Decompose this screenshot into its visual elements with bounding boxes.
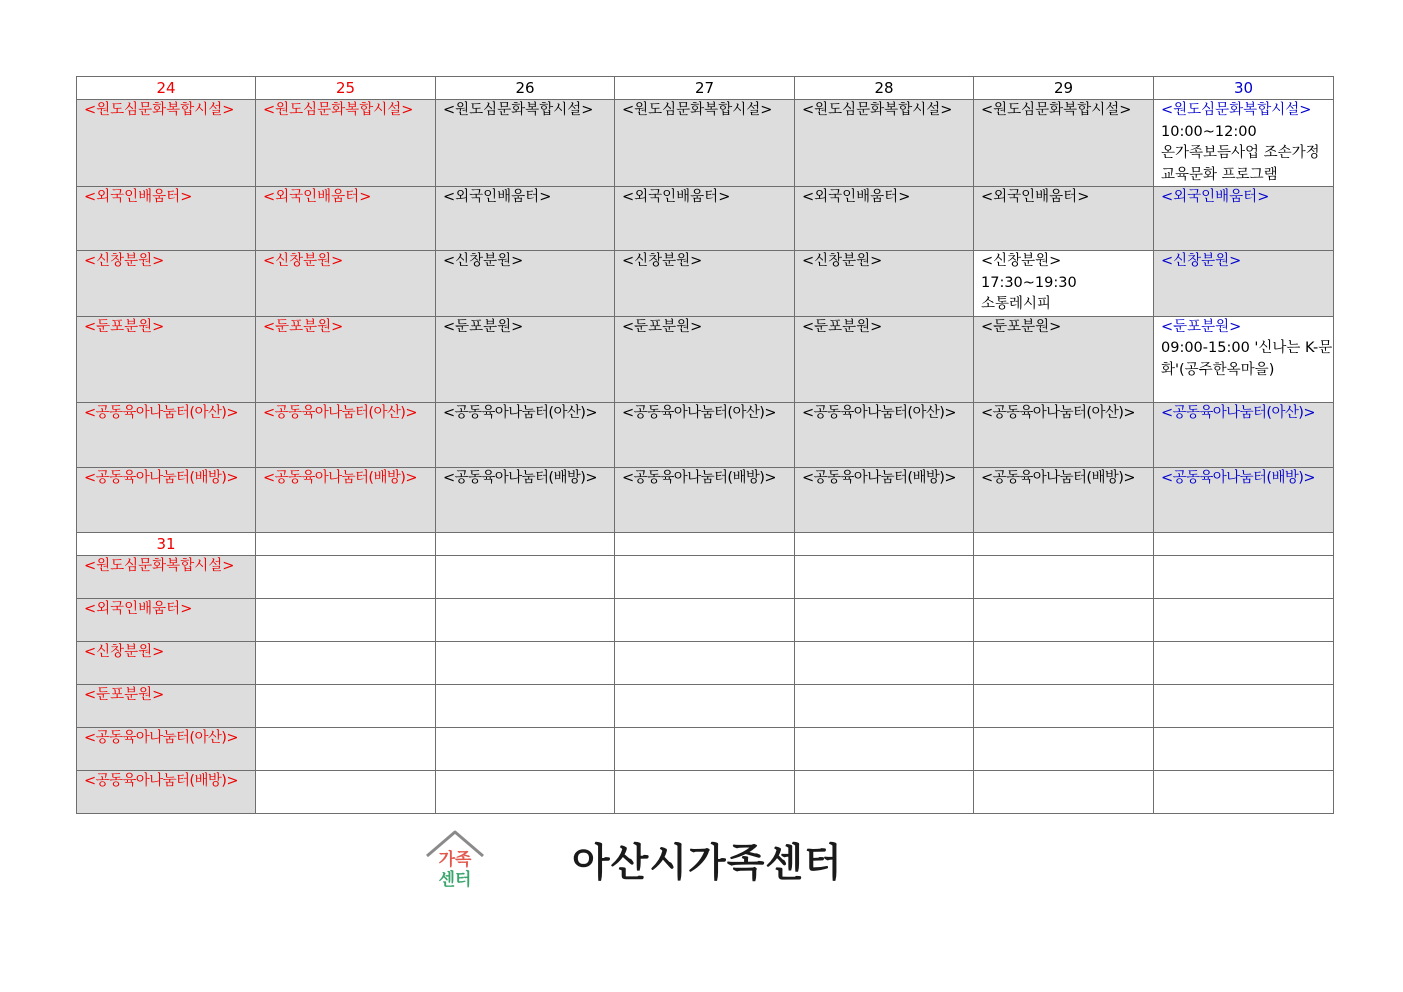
schedule-row-foreigner [77, 187, 1334, 251]
schedule-row-foreigner [77, 598, 1334, 641]
facility-label: <원도심문화복합시설> [802, 102, 953, 118]
schedule-cell [615, 251, 795, 317]
schedule-cell [436, 100, 615, 187]
facility-label: <외국인배움터> [802, 189, 911, 205]
schedule-cell [256, 100, 436, 187]
facility-label: <외국인배움터> [443, 189, 552, 205]
empty-cell [615, 684, 795, 727]
facility-label: <원도심문화복합시설> [1161, 102, 1312, 118]
empty-cell [1154, 684, 1334, 727]
schedule-row-childcare-asan [77, 727, 1334, 770]
facility-label: <공동육아나눔터(아산)> [84, 729, 238, 746]
schedule-cell [256, 467, 436, 532]
schedule-cell [974, 251, 1154, 317]
schedule-cell [615, 187, 795, 251]
empty-cell [256, 555, 436, 598]
empty-cell [436, 727, 615, 770]
schedule-row-childcare-asan [77, 402, 1334, 467]
facility-label: <둔포분원> [84, 686, 165, 703]
empty-cell [615, 555, 795, 598]
empty-cell [436, 684, 615, 727]
facility-label: <공동육아나눔터(배방)> [443, 469, 597, 486]
facility-label: <원도심문화복합시설> [84, 102, 235, 118]
schedule-cell [795, 100, 974, 187]
empty-cell [256, 727, 436, 770]
empty-cell [256, 684, 436, 727]
facility-label: <공동육아나눔터(아산)> [263, 404, 417, 421]
facility-label: <신창분원> [802, 253, 883, 269]
schedule-row-sinchang [77, 251, 1334, 317]
facility-label: <둔포분원> [84, 318, 165, 335]
schedule-cell [77, 770, 256, 813]
empty-cell [795, 770, 974, 813]
empty-cell [974, 770, 1154, 813]
facility-label: <신창분원> [84, 643, 165, 660]
facility-label: <공동육아나눔터(배방)> [263, 469, 417, 486]
empty-cell [974, 598, 1154, 641]
empty-cell [615, 641, 795, 684]
facility-label: <둔포분원> [1161, 318, 1242, 335]
schedule-cell [615, 467, 795, 532]
date-cell: 27 [615, 77, 795, 100]
facility-label: <외국인배움터> [263, 189, 372, 205]
facility-label: <공동육아나눔터(아산)> [84, 404, 238, 421]
empty-cell [974, 641, 1154, 684]
facility-label: <신창분원> [981, 253, 1062, 269]
empty-cell [256, 598, 436, 641]
facility-label: <둔포분원> [981, 318, 1062, 335]
schedule-cell [1154, 187, 1334, 251]
monthly-calendar-table [76, 76, 1334, 814]
empty-cell [436, 641, 615, 684]
schedule-cell [795, 316, 974, 402]
event-program: 소통레시피 [981, 296, 1052, 312]
empty-cell [974, 532, 1154, 555]
schedule-cell [1154, 467, 1334, 532]
empty-cell [795, 727, 974, 770]
schedule-row-childcare-baebang [77, 770, 1334, 813]
empty-cell [795, 598, 974, 641]
schedule-cell [974, 402, 1154, 467]
empty-cell [1154, 598, 1334, 641]
schedule-cell [1154, 316, 1334, 402]
schedule-cell [974, 467, 1154, 532]
schedule-cell [615, 316, 795, 402]
schedule-cell [1154, 402, 1334, 467]
empty-cell [256, 532, 436, 555]
logo-text-bottom: 센터 [438, 870, 472, 890]
schedule-cell [1154, 100, 1334, 187]
facility-label: <외국인배움터> [84, 600, 193, 617]
facility-label: <둔포분원> [263, 318, 344, 335]
schedule-cell [436, 251, 615, 317]
schedule-cell [795, 402, 974, 467]
empty-cell [615, 598, 795, 641]
facility-label: <외국인배움터> [84, 189, 193, 205]
facility-label: <원도심문화복합시설> [84, 557, 235, 574]
schedule-row-downtown [77, 555, 1334, 598]
empty-cell [795, 641, 974, 684]
date-cell: 25 [256, 77, 436, 100]
facility-label: <공동육아나눔터(아산)> [622, 404, 776, 421]
schedule-cell [256, 251, 436, 317]
empty-cell [256, 770, 436, 813]
schedule-row-sinchang [77, 641, 1334, 684]
empty-cell [795, 532, 974, 555]
empty-cell [436, 532, 615, 555]
facility-label: <둔포분원> [622, 318, 703, 335]
schedule-cell [795, 251, 974, 317]
facility-label: <신창분원> [84, 253, 165, 269]
schedule-cell [974, 100, 1154, 187]
date-cell: 30 [1154, 77, 1334, 100]
facility-label: <원도심문화복합시설> [622, 102, 773, 118]
schedule-cell [436, 467, 615, 532]
event-time: 17:30~19:30 [981, 274, 1077, 291]
facility-label: <신창분원> [1161, 253, 1242, 269]
schedule-cell [256, 316, 436, 402]
empty-cell [974, 684, 1154, 727]
facility-label: <공동육아나눔터(배방)> [981, 469, 1135, 486]
empty-cell [436, 770, 615, 813]
schedule-cell [77, 727, 256, 770]
facility-label: <공동육아나눔터(배방)> [802, 469, 956, 486]
date-cell: 28 [795, 77, 974, 100]
schedule-cell [77, 316, 256, 402]
facility-label: <공동육아나눔터(배방)> [84, 469, 238, 486]
facility-label: <공동육아나눔터(아산)> [981, 404, 1135, 421]
schedule-cell [77, 100, 256, 187]
empty-cell [615, 532, 795, 555]
schedule-cell [256, 402, 436, 467]
date-header-row [77, 77, 1334, 100]
facility-label: <원도심문화복합시설> [443, 102, 594, 118]
facility-label: <공동육아나눔터(배방)> [84, 772, 238, 789]
facility-label: <신창분원> [622, 253, 703, 269]
empty-cell [1154, 532, 1334, 555]
event-time: 10:00~12:00 [1161, 123, 1257, 140]
facility-label: <둔포분원> [443, 318, 524, 335]
facility-label: <외국인배움터> [622, 189, 731, 205]
date-cell: 31 [77, 532, 256, 555]
empty-cell [795, 555, 974, 598]
schedule-cell [615, 100, 795, 187]
schedule-cell [436, 402, 615, 467]
schedule-cell [974, 316, 1154, 402]
schedule-cell [77, 402, 256, 467]
facility-label: <둔포분원> [802, 318, 883, 335]
schedule-cell [77, 555, 256, 598]
empty-cell [974, 555, 1154, 598]
facility-label: <외국인배움터> [981, 189, 1090, 205]
schedule-cell [77, 641, 256, 684]
schedule-cell [77, 598, 256, 641]
schedule-cell [615, 402, 795, 467]
facility-label: <공동육아나눔터(아산)> [802, 404, 956, 421]
facility-label: <원도심문화복합시설> [981, 102, 1132, 118]
empty-cell [615, 727, 795, 770]
center-name-title: 아산시가족센터 [572, 841, 843, 886]
schedule-cell [77, 684, 256, 727]
schedule-row-downtown [77, 100, 1334, 187]
schedule-cell [795, 187, 974, 251]
empty-cell [1154, 555, 1334, 598]
schedule-row-childcare-baebang [77, 467, 1334, 532]
event-program: 온가족보듬사업 조손가정 교육문화 프로그램 [1161, 145, 1320, 183]
facility-label: <외국인배움터> [1161, 189, 1270, 205]
schedule-cell [1154, 251, 1334, 317]
schedule-row-dunpo [77, 684, 1334, 727]
schedule-cell [795, 467, 974, 532]
empty-cell [974, 727, 1154, 770]
schedule-cell [436, 187, 615, 251]
empty-cell [1154, 641, 1334, 684]
empty-cell [256, 641, 436, 684]
event-program: 09:00-15:00 '신나는 K-문화'(공주한옥마을) [1161, 340, 1333, 378]
schedule-cell [974, 187, 1154, 251]
facility-label: <공동육아나눔터(아산)> [443, 404, 597, 421]
facility-label: <공동육아나눔터(아산)> [1161, 404, 1315, 421]
empty-cell [436, 598, 615, 641]
schedule-cell [77, 187, 256, 251]
facility-label: <공동육아나눔터(배방)> [622, 469, 776, 486]
facility-label: <신창분원> [443, 253, 524, 269]
empty-cell [1154, 770, 1334, 813]
empty-cell [615, 770, 795, 813]
facility-label: <원도심문화복합시설> [263, 102, 414, 118]
date-cell: 29 [974, 77, 1154, 100]
schedule-cell [77, 467, 256, 532]
facility-label: <신창분원> [263, 253, 344, 269]
schedule-row-dunpo [77, 316, 1334, 402]
empty-cell [436, 555, 615, 598]
schedule-cell [256, 187, 436, 251]
facility-label: <공동육아나눔터(배방)> [1161, 469, 1315, 486]
empty-cell [1154, 727, 1334, 770]
schedule-cell [436, 316, 615, 402]
date-header-row [77, 532, 1334, 555]
schedule-cell [77, 251, 256, 317]
logo-text-top: 가족 [438, 850, 472, 870]
family-center-logo-icon [424, 828, 486, 890]
date-cell: 26 [436, 77, 615, 100]
empty-cell [795, 684, 974, 727]
date-cell: 24 [77, 77, 256, 100]
